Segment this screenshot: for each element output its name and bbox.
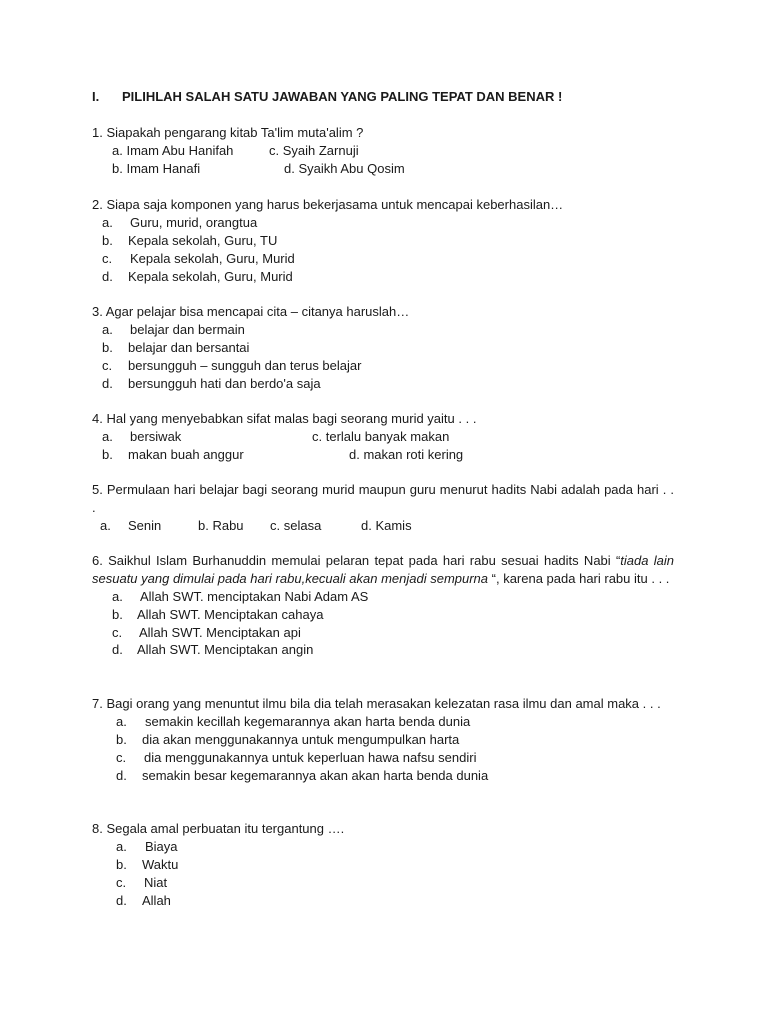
question-stem: 3. Agar pelajar bisa mencapai cita – citanya haruslah… [92, 304, 410, 319]
question-stem: 6. Saikhul Islam Burhanuddin memulai pelaran tepat pada hari rabu sesuai hadits Nabi “tiada lain sesuatu yang dimulai pada hari rabu,kecuali akan menjadi sempurna “, karena pada hari rabu itu . . . [92, 553, 674, 586]
option-d: d. bersungguh hati dan berdo'a saja [102, 375, 321, 391]
option-b: b. Imam Hanafi [112, 160, 201, 176]
option-a: a. bersiwak [102, 428, 182, 444]
option-d: d. semakin besar kegemarannya akan akan harta benda dunia [116, 767, 489, 783]
question-2 [92, 196, 674, 285]
option-row [92, 517, 674, 535]
section-heading [92, 88, 562, 106]
option-b: b. Rabu [198, 517, 244, 533]
hadith-quote: tiada lain sesuatu yang dimulai pada hari rabu,kecuali akan menjadi sempurna [92, 553, 674, 586]
option-c: c. dia menggunakannya untuk keperluan hawa nafsu sendiri [116, 749, 477, 765]
option-a: a. Biaya [116, 838, 178, 854]
option-a: a. Allah SWT. menciptakan Nabi Adam AS [112, 588, 369, 604]
option-a: a. Imam Abu Hanifah [112, 142, 234, 158]
question-1 [92, 124, 674, 178]
option-b: b. belajar dan bersantai [102, 339, 250, 355]
option-c: c. Syaih Zarnuji [269, 142, 359, 158]
question-stem: 1. Siapakah pengarang kitab Ta'lim muta'alim ? [92, 125, 364, 140]
question-8 [92, 820, 674, 909]
option-c: c. Niat [116, 874, 168, 890]
section-number: I. [92, 89, 100, 104]
option-a: a. Guru, murid, orangtua [102, 214, 258, 230]
option-row [92, 428, 674, 446]
option-b: b. makan buah anggur [102, 446, 244, 462]
question-3 [92, 303, 674, 392]
question-stem: 8. Segala amal perbuatan itu tergantung …. [92, 821, 345, 836]
option-d: d. Allah [116, 892, 171, 908]
option-b: b. Kepala sekolah, Guru, TU [102, 232, 278, 248]
question-6 [92, 552, 674, 659]
option-b: b. dia akan menggunakannya untuk mengumpulkan harta [116, 731, 460, 747]
option-c: c. terlalu banyak makan [312, 428, 450, 444]
option-d: d. Kepala sekolah, Guru, Murid [102, 268, 293, 284]
option-d: d. Syaikh Abu Qosim [284, 160, 405, 176]
option-c: c. selasa [270, 517, 322, 533]
section-title: PILIHLAH SALAH SATU JAWABAN YANG PALING TEPAT DAN BENAR ! [122, 89, 563, 104]
option-b: b. Allah SWT. Menciptakan cahaya [112, 606, 324, 622]
option-b: b. Waktu [116, 856, 179, 872]
question-4 [92, 410, 674, 464]
option-row [92, 160, 674, 178]
question-5 [92, 481, 674, 535]
option-a: a. belajar dan bermain [102, 321, 245, 337]
option-c: c. Kepala sekolah, Guru, Murid [102, 250, 295, 266]
question-7 [92, 695, 674, 784]
option-row [92, 142, 674, 160]
question-stem: 2. Siapa saja komponen yang harus bekerjasama untuk mencapai keberhasilan… [92, 197, 564, 212]
question-stem: 7. Bagi orang yang menuntut ilmu bila dia telah merasakan kelezatan rasa ilmu dan amal maka . . . [92, 696, 661, 711]
option-d: d. Allah SWT. Menciptakan angin [112, 642, 314, 658]
option-c: c. Allah SWT. Menciptakan api [112, 624, 301, 640]
option-d: d. Kamis [361, 517, 412, 533]
option-c: c. bersungguh – sungguh dan terus belajar [102, 357, 362, 373]
option-a: a. Senin [100, 517, 162, 533]
question-stem: 5. Permulaan hari belajar bagi seorang murid maupun guru menurut hadits Nabi adalah pada hari . . . [92, 482, 674, 515]
question-stem: 4. Hal yang menyebabkan sifat malas bagi seorang murid yaitu . . . [92, 411, 477, 426]
option-row [92, 446, 674, 464]
option-d: d. makan roti kering [349, 446, 464, 462]
option-a: a. semakin kecillah kegemarannya akan harta benda dunia [116, 713, 471, 729]
